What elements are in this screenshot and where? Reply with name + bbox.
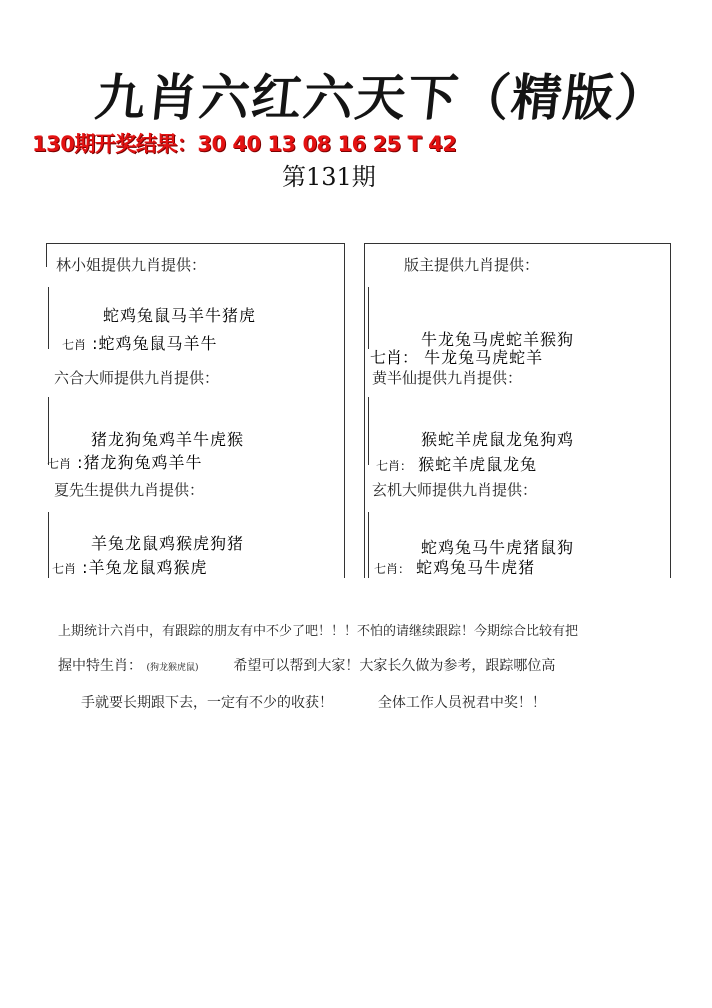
note-line-3-rest: 全体工作人员祝君中奖！！ (377, 695, 546, 711)
box-1-seven-zodiac (62, 331, 218, 354)
banner-title: 九肖六红六天下（精版） (92, 68, 671, 127)
box-5-seven-value: :羊兔龙鼠鸡猴虎 (82, 558, 208, 577)
box-2-nine-zodiac: 牛龙兔马虎蛇羊猴狗 (421, 330, 575, 349)
box-5-nine-zodiac: 羊兔龙鼠鸡猴虎狗猪 (91, 534, 245, 553)
box-2-header: 版主提供九肖提供： (404, 256, 540, 274)
box-1-seven-label: 七肖 (62, 338, 87, 352)
box-2-seven-label: 七肖： (370, 348, 419, 367)
frame-left-c (48, 512, 49, 578)
issue-number: 第131期 (282, 163, 376, 191)
box-1-seven-value: :蛇鸡兔鼠马羊牛 (92, 334, 218, 353)
note-line-2-lead: 握中特生肖： (58, 658, 142, 674)
frame-left-a (48, 287, 49, 349)
box-4-header: 黄半仙提供九肖提供： (372, 369, 523, 387)
box-6-seven-label: 七肖： (374, 562, 411, 576)
note-line-2-rest: 希望可以帮到大家！大家长久做为参考，跟踪哪位高 (233, 658, 556, 674)
box-6-nine-zodiac: 蛇鸡兔马牛虎猪鼠狗 (421, 538, 575, 557)
box-3-seven-zodiac (47, 450, 203, 473)
box-4-seven-zodiac (376, 452, 537, 475)
box-6-header: 玄机大师提供九肖提供： (372, 481, 538, 499)
frame-top-left (46, 243, 344, 244)
box-5-header: 夏先生提供九肖提供： (54, 481, 205, 499)
box-2-seven-zodiac (370, 345, 543, 368)
box-4-seven-label: 七肖： (376, 459, 413, 473)
box-1-nine-zodiac: 蛇鸡兔鼠马羊牛猪虎 (103, 306, 257, 325)
note-line-3-lead: 手就要长期跟下去，一定有不少的收获！ (81, 695, 333, 711)
box-1-header: 林小姐提供九肖提供： (56, 256, 207, 274)
frame-mid-a (368, 287, 369, 349)
box-4-nine-zodiac: 猴蛇羊虎鼠龙兔狗鸡 (421, 430, 575, 449)
note-line-2 (58, 655, 555, 675)
box-3-seven-value: :猪龙狗兔鸡羊牛 (77, 453, 203, 472)
box-6-seven-zodiac (374, 555, 535, 578)
note-line-1: 上期统计六肖中，有跟踪的朋友有中不少了吧！！！不怕的请继续跟踪！今期综合比较有把 (58, 624, 579, 639)
frame-right (670, 243, 671, 578)
box-4-seven-value: 猴蛇羊虎鼠龙兔 (418, 455, 538, 474)
box-5-seven-zodiac (52, 555, 208, 578)
note-line-2-small: (狗龙猴虎鼠) (146, 663, 199, 673)
frame-mid-left (344, 243, 345, 578)
box-2-seven-value: 牛龙兔马虎蛇羊 (424, 348, 544, 367)
box-6-seven-value: 蛇鸡兔马牛虎猪 (416, 558, 536, 577)
frame-left-top (46, 243, 47, 267)
frame-mid-c (368, 512, 369, 578)
frame-mid-b (368, 397, 369, 465)
box-5-seven-label: 七肖 (52, 562, 77, 576)
frame-top-right (364, 243, 670, 244)
box-3-seven-label: 七肖 (47, 457, 72, 471)
box-3-nine-zodiac: 猪龙狗兔鸡羊牛虎猴 (91, 430, 245, 449)
draw-result: 130期开奖结果：30 40 13 08 16 25 T 42 (32, 132, 457, 156)
box-3-header: 六合大师提供九肖提供： (54, 369, 220, 387)
note-line-3 (81, 692, 546, 712)
frame-mid-right (364, 243, 365, 578)
